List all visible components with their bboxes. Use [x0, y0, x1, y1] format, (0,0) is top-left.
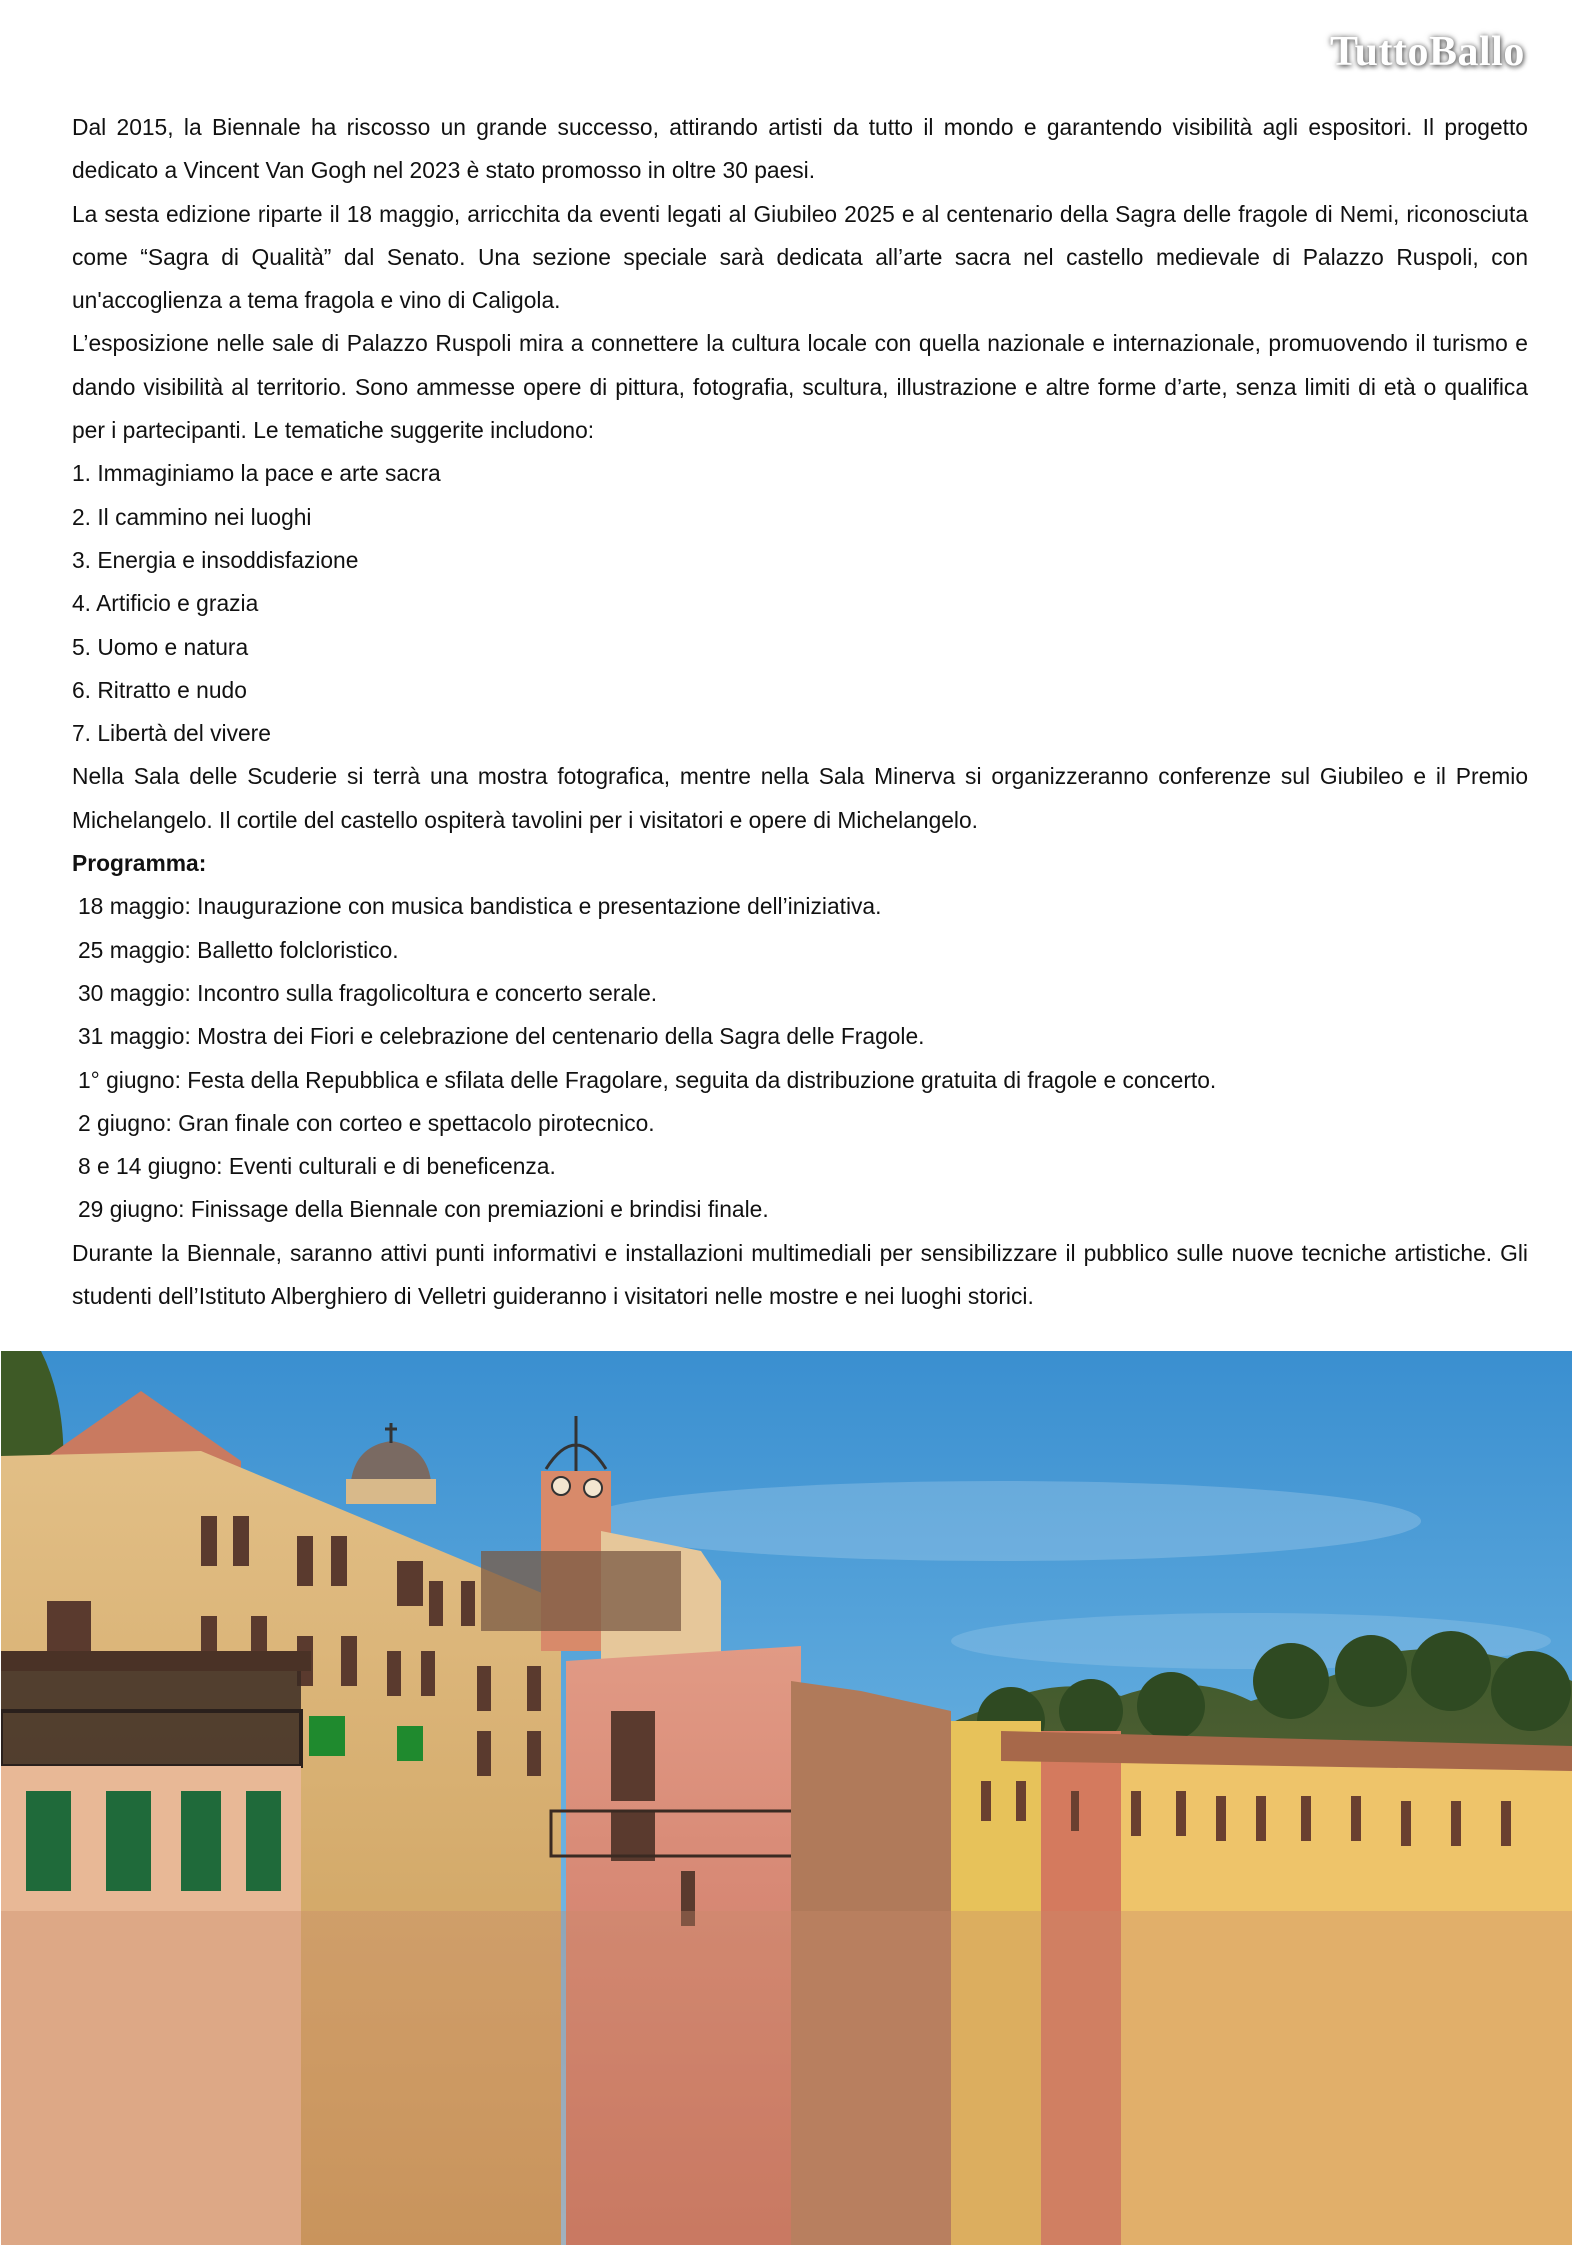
- town-photo-illustration: [1, 1351, 1572, 2245]
- program-item: 8 e 14 giugno: Eventi culturali e di beneficenza.: [78, 1153, 556, 1180]
- town-street: [1, 1911, 1572, 2245]
- theme-item: 5. Uomo e natura: [72, 633, 249, 660]
- program-list: [72, 885, 1528, 1231]
- paragraph-venues: Nella Sala delle Scuderie si terrà una mostra fotografica, mentre nella Sala Minerva si organizzeranno conferenze sul Giubileo e il Premio Michelangelo. Il cortile del castello ospiterà tavolini per i visitatori e opere di Michelangelo.: [72, 763, 1528, 833]
- paragraph-history: Dal 2015, la Biennale ha riscosso un grande successo, attirando artisti da tutto il mondo e garantendo visibilità agli espositori. Il progetto dedicato a Vincent Van Gogh nel 2023 è stato promosso in oltre 30 paesi.: [72, 114, 1528, 184]
- town-photo: [1, 1351, 1572, 2245]
- clock-face: [552, 1477, 570, 1495]
- themes-list: [72, 452, 1528, 755]
- terrace-roof: [1, 1651, 311, 1671]
- cloud: [581, 1481, 1421, 1561]
- program-heading: Programma:: [72, 850, 207, 877]
- program-item: 1° giugno: Festa della Repubblica e sfilata delle Fragolare, seguita da distribuzione gratuita di fragole e concerto.: [78, 1066, 1217, 1093]
- program-item: 31 maggio: Mostra dei Fiori e celebrazione del centenario della Sagra delle Fragole.: [78, 1023, 925, 1050]
- theme-item: 2. Il cammino nei luoghi: [72, 503, 312, 530]
- paragraph-exhibition: L’esposizione nelle sale di Palazzo Ruspoli mira a connettere la cultura locale con quella nazionale e internazionale, promuovendo il turismo e dando visibilità al territorio. Sono ammesse opere di pittura, fotografia, scultura, illustrazione e altre forme d’arte, senza limiti di età o qualifica per i partecipanti. Le tematiche suggerite includono:: [72, 330, 1528, 444]
- program-item: 30 maggio: Incontro sulla fragolicoltura e concerto serale.: [78, 979, 658, 1006]
- theme-item: 4. Artificio e grazia: [72, 590, 259, 617]
- program-item: 18 maggio: Inaugurazione con musica bandistica e presentazione dell’iniziativa.: [78, 893, 882, 920]
- dome-drum: [346, 1479, 436, 1504]
- article-body: [72, 106, 1528, 1318]
- program-item: 25 maggio: Balletto folcloristico.: [78, 936, 399, 963]
- program-item: 29 giugno: Finissage della Biennale con premiazioni e brindisi finale.: [78, 1196, 769, 1223]
- clock-face: [584, 1479, 602, 1497]
- terrace: [1, 1671, 301, 1766]
- paragraph-info-points: Durante la Biennale, saranno attivi punti informativi e installazioni multimediali per sensibilizzare il pubblico sulle nuove tecniche artistiche. Gli studenti dell’Istituto Alberghiero di Velletri guideranno i visitatori nelle mostre e nei luoghi storici.: [72, 1239, 1528, 1310]
- tuttoballo-logo: TuttoBallo: [1330, 29, 1525, 75]
- covered-balcony: [481, 1551, 681, 1631]
- theme-item: 7. Libertà del vivere: [72, 720, 271, 747]
- program-item: 2 giugno: Gran finale con corteo e spettacolo pirotecnico.: [78, 1109, 655, 1136]
- theme-item: 3. Energia e insoddisfazione: [72, 546, 359, 573]
- theme-item: 1. Immaginiamo la pace e arte sacra: [72, 460, 441, 487]
- paragraph-sixth-edition: La sesta edizione riparte il 18 maggio, arricchita da eventi legati al Giubileo 2025 e al centenario della Sagra delle fragole di Nemi, riconosciuta come “Sagra di Qualità” dal Senato. Una sezione speciale sarà dedicata all’arte sacra nel castello medievale di Palazzo Ruspoli, con un'accoglienza a tema fragola e vino di Caligola.: [72, 200, 1528, 314]
- theme-item: 6. Ritratto e nudo: [72, 676, 247, 703]
